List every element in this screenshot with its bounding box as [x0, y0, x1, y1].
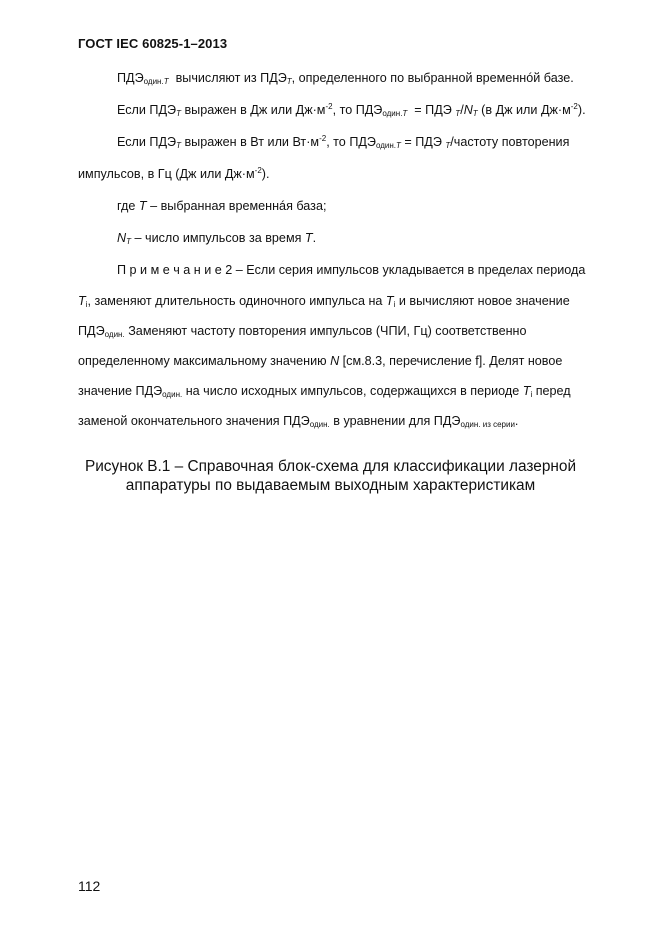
text-run: перед [532, 384, 571, 398]
paragraph-line [117, 102, 586, 118]
text-run: , то ПДЭ [332, 103, 383, 117]
text-run: ). [261, 167, 270, 181]
subscript-italic: T [445, 141, 451, 150]
subscript-italic: T [402, 109, 408, 118]
caption-line: аппаратуры по выдаваемым выходным характеристикам [125, 477, 536, 494]
text-run: выражен в Дж или Дж·м [180, 103, 326, 117]
subscript: один. [162, 390, 183, 399]
text-run: = ПДЭ [410, 103, 456, 117]
text-run: в уравнении для ПДЭ [329, 414, 461, 428]
italic-symbol: T [385, 294, 394, 308]
subscript-italic: T [472, 109, 478, 118]
subscript-italic: T [396, 141, 401, 150]
paragraph-line [117, 198, 326, 214]
paragraph-line [117, 230, 316, 246]
subscript-italic: T [286, 77, 292, 86]
text-run: = ПДЭ [400, 135, 446, 149]
paragraph-line [78, 166, 270, 182]
subscript: i [393, 300, 396, 309]
paragraph-line [117, 134, 569, 150]
caption-line: Рисунок В.1 – Справочная блок-схема для классификации лазерной [84, 458, 577, 475]
text-run: , то ПДЭ [326, 135, 376, 149]
subscript: один. [143, 77, 164, 86]
figure-caption [60, 457, 601, 495]
text-run: значение ПДЭ [78, 384, 163, 398]
italic-symbol: N [117, 231, 127, 245]
italic-symbol: T [78, 294, 86, 308]
text-run: ). [577, 103, 586, 117]
text-run: выражен в Вт или Вт·м [180, 135, 320, 149]
text-run: (в Дж или Дж·м [477, 103, 571, 117]
text-run: импульсов, в Гц (Дж или Дж·м [78, 167, 255, 181]
superscript: -2 [254, 166, 262, 175]
text-run: Если ПДЭ [117, 103, 177, 117]
text-run: ПДЭ [117, 71, 144, 85]
subscript-italic: T [163, 77, 169, 86]
text-run: и вычисляют новое значение [395, 294, 570, 308]
text-run: / [460, 103, 464, 117]
subscript: i [530, 390, 533, 399]
note-line [78, 413, 518, 429]
note-line [117, 262, 585, 278]
italic-symbol: N [463, 103, 473, 117]
text-run: . [514, 414, 519, 428]
text-run: Если ПДЭ [117, 135, 177, 149]
note-line [78, 293, 570, 309]
subscript: один. из серии [460, 420, 515, 429]
text-run: . [312, 231, 317, 245]
text-run: где [117, 199, 139, 213]
page-number: 112 [78, 878, 101, 894]
text-run: ПДЭ [78, 324, 105, 338]
italic-symbol: T [522, 384, 531, 398]
text-run: [см.8.3, перечисление f]. Делят новое [339, 354, 563, 368]
text-run: заменой окончательного значения ПДЭ [78, 414, 310, 428]
document-header: ГОСТ IEC 60825-1–2013 [78, 36, 228, 51]
text-run: – число импульсов за время [131, 231, 305, 245]
note-line [78, 383, 571, 399]
text-run: на число исходных импульсов, содержащихся в периоде [182, 384, 523, 398]
italic-symbol: T [304, 231, 313, 245]
subscript: один. [375, 141, 397, 150]
text-run: П р и м е ч а н и е 2 – Если серия импульсов укладывается в пределах периода [117, 263, 586, 277]
subscript: один. [382, 109, 403, 118]
subscript: один. [309, 420, 330, 429]
superscript: -2 [319, 134, 327, 143]
note-line [78, 323, 527, 339]
subscript-italic: T [455, 109, 461, 118]
text-run: определенному максимальному значению [78, 354, 331, 368]
text-run: – выбранная временнáя база; [146, 199, 327, 213]
note-line [78, 353, 562, 369]
subscript: i [85, 300, 88, 309]
text-run: Заменяют частоту повторения импульсов (ЧПИ, Гц) соответственно [124, 324, 527, 338]
text-run: /частоту повторения [450, 135, 570, 149]
subscript-italic: T [126, 237, 131, 246]
italic-symbol: T [138, 199, 147, 213]
subscript: один. [104, 330, 125, 339]
italic-symbol: N [330, 354, 340, 368]
text-run: , определенного по выбранной временнóй базе. [291, 71, 574, 85]
text-run: , заменяют длительность одиночного импульса на [87, 294, 386, 308]
subscript-italic: T [176, 141, 181, 150]
superscript: -2 [570, 102, 578, 111]
text-run: вычисляют из ПДЭ [175, 71, 287, 85]
superscript: -2 [325, 102, 333, 111]
paragraph-line [117, 70, 574, 86]
subscript-italic: T [176, 109, 181, 118]
